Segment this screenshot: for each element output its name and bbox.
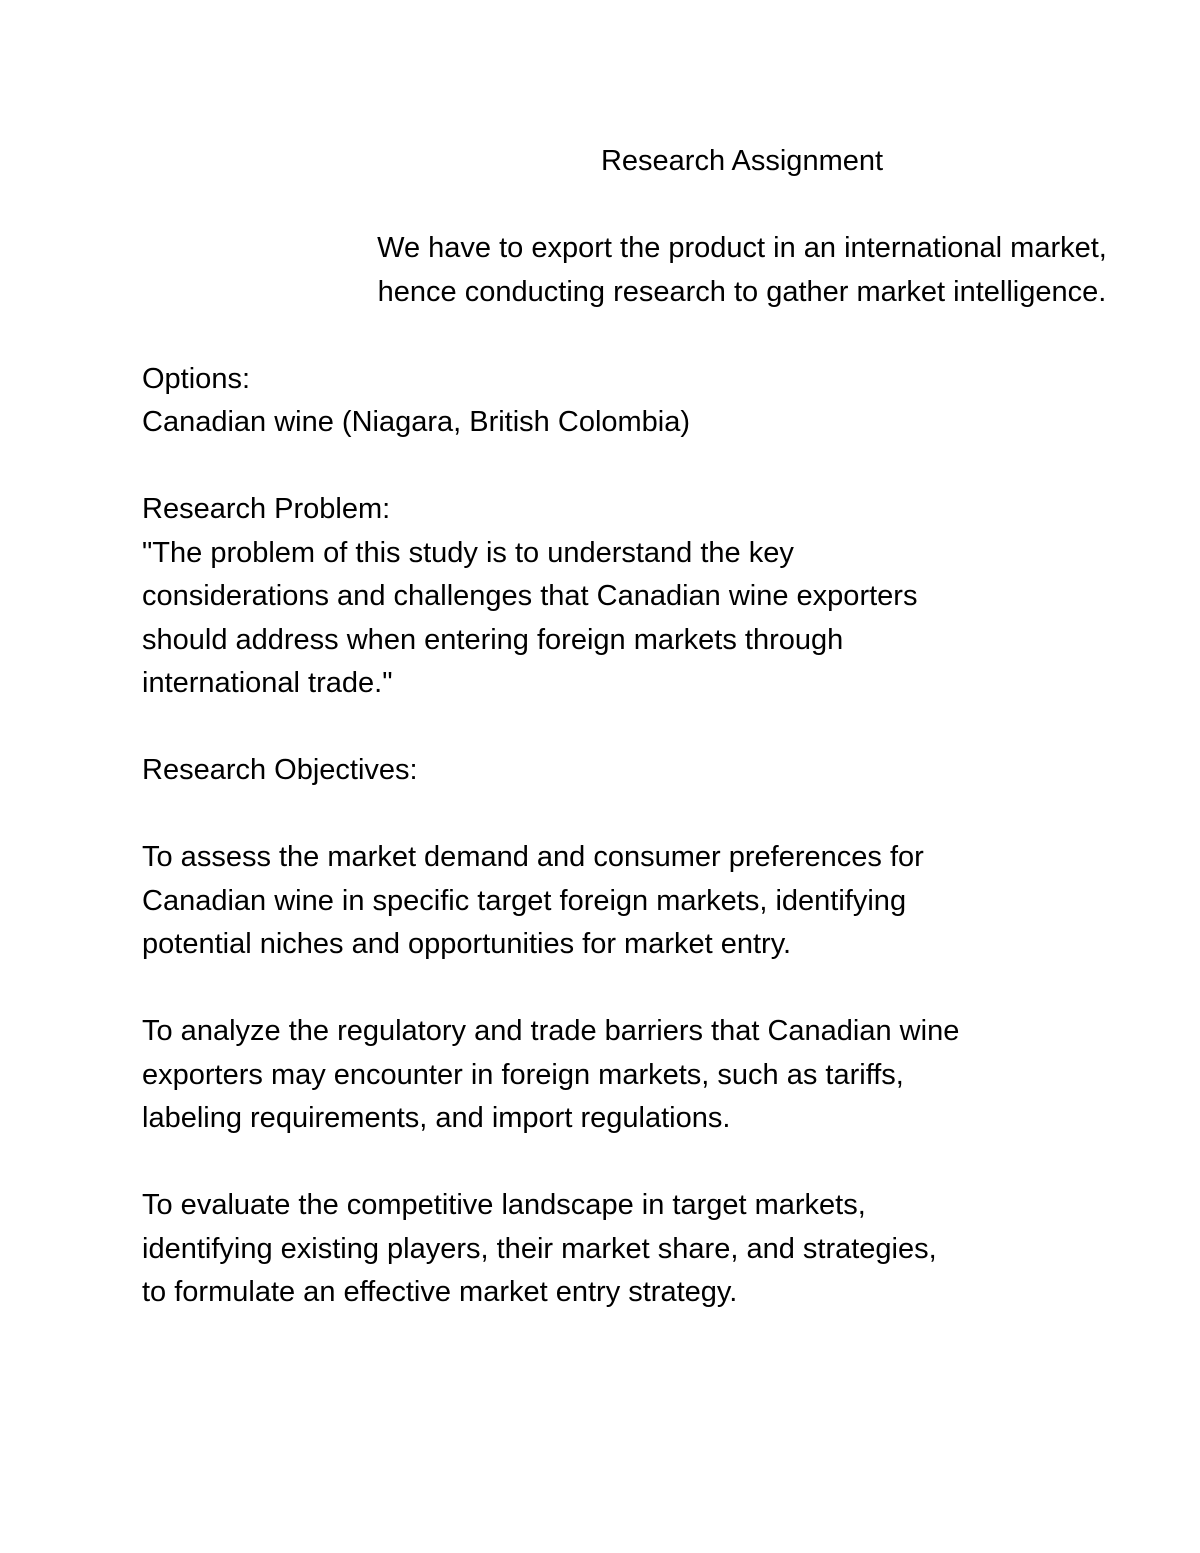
objective-2-line-3: labeling requirements, and import regulations. <box>142 1102 731 1134</box>
document-body <box>142 140 1107 1315</box>
options-text: Canadian wine (Niagara, British Colombia) <box>142 406 691 438</box>
objective-3-line-3: to formulate an effective market entry strategy. <box>142 1276 738 1308</box>
problem-line-3: should address when entering foreign markets through <box>142 623 844 656</box>
spacer <box>142 967 1062 1011</box>
spacer <box>142 706 1062 750</box>
objective-1-line-1: To assess the market demand and consumer preferences for <box>142 841 924 873</box>
problem-line-2: considerations and challenges that Canadian wine exporters <box>142 580 918 612</box>
problem-line-1: "The problem of this study is to understand the key <box>142 536 794 569</box>
objective-3-line-1: To evaluate the competitive landscape in target markets, <box>142 1189 866 1221</box>
objective-1-line-2: Canadian wine in specific target foreign markets, identifying <box>142 884 907 917</box>
spacer <box>142 1141 1062 1185</box>
spacer <box>142 445 1062 489</box>
intro-line-1: We have to export the product in an international market, <box>377 232 1107 264</box>
problem-heading: Research Problem: <box>142 493 391 525</box>
objective-1-line-3: potential niches and opportunities for market entry. <box>142 928 792 960</box>
objective-2-line-2: exporters may encounter in foreign markets, such as tariffs, <box>142 1058 904 1091</box>
spacer <box>142 793 1062 837</box>
spacer <box>142 314 1062 358</box>
document-title: Research Assignment <box>600 145 884 177</box>
spacer <box>142 184 1062 228</box>
objectives-heading: Research Objectives: <box>142 754 418 786</box>
options-heading: Options: <box>142 362 250 395</box>
intro-line-2: hence conducting research to gather market intelligence. <box>377 275 1107 308</box>
problem-line-4: international trade." <box>142 667 393 699</box>
objective-2-line-1: To analyze the regulatory and trade barriers that Canadian wine <box>142 1015 960 1047</box>
objective-3-line-2: identifying existing players, their market share, and strategies, <box>142 1232 937 1265</box>
